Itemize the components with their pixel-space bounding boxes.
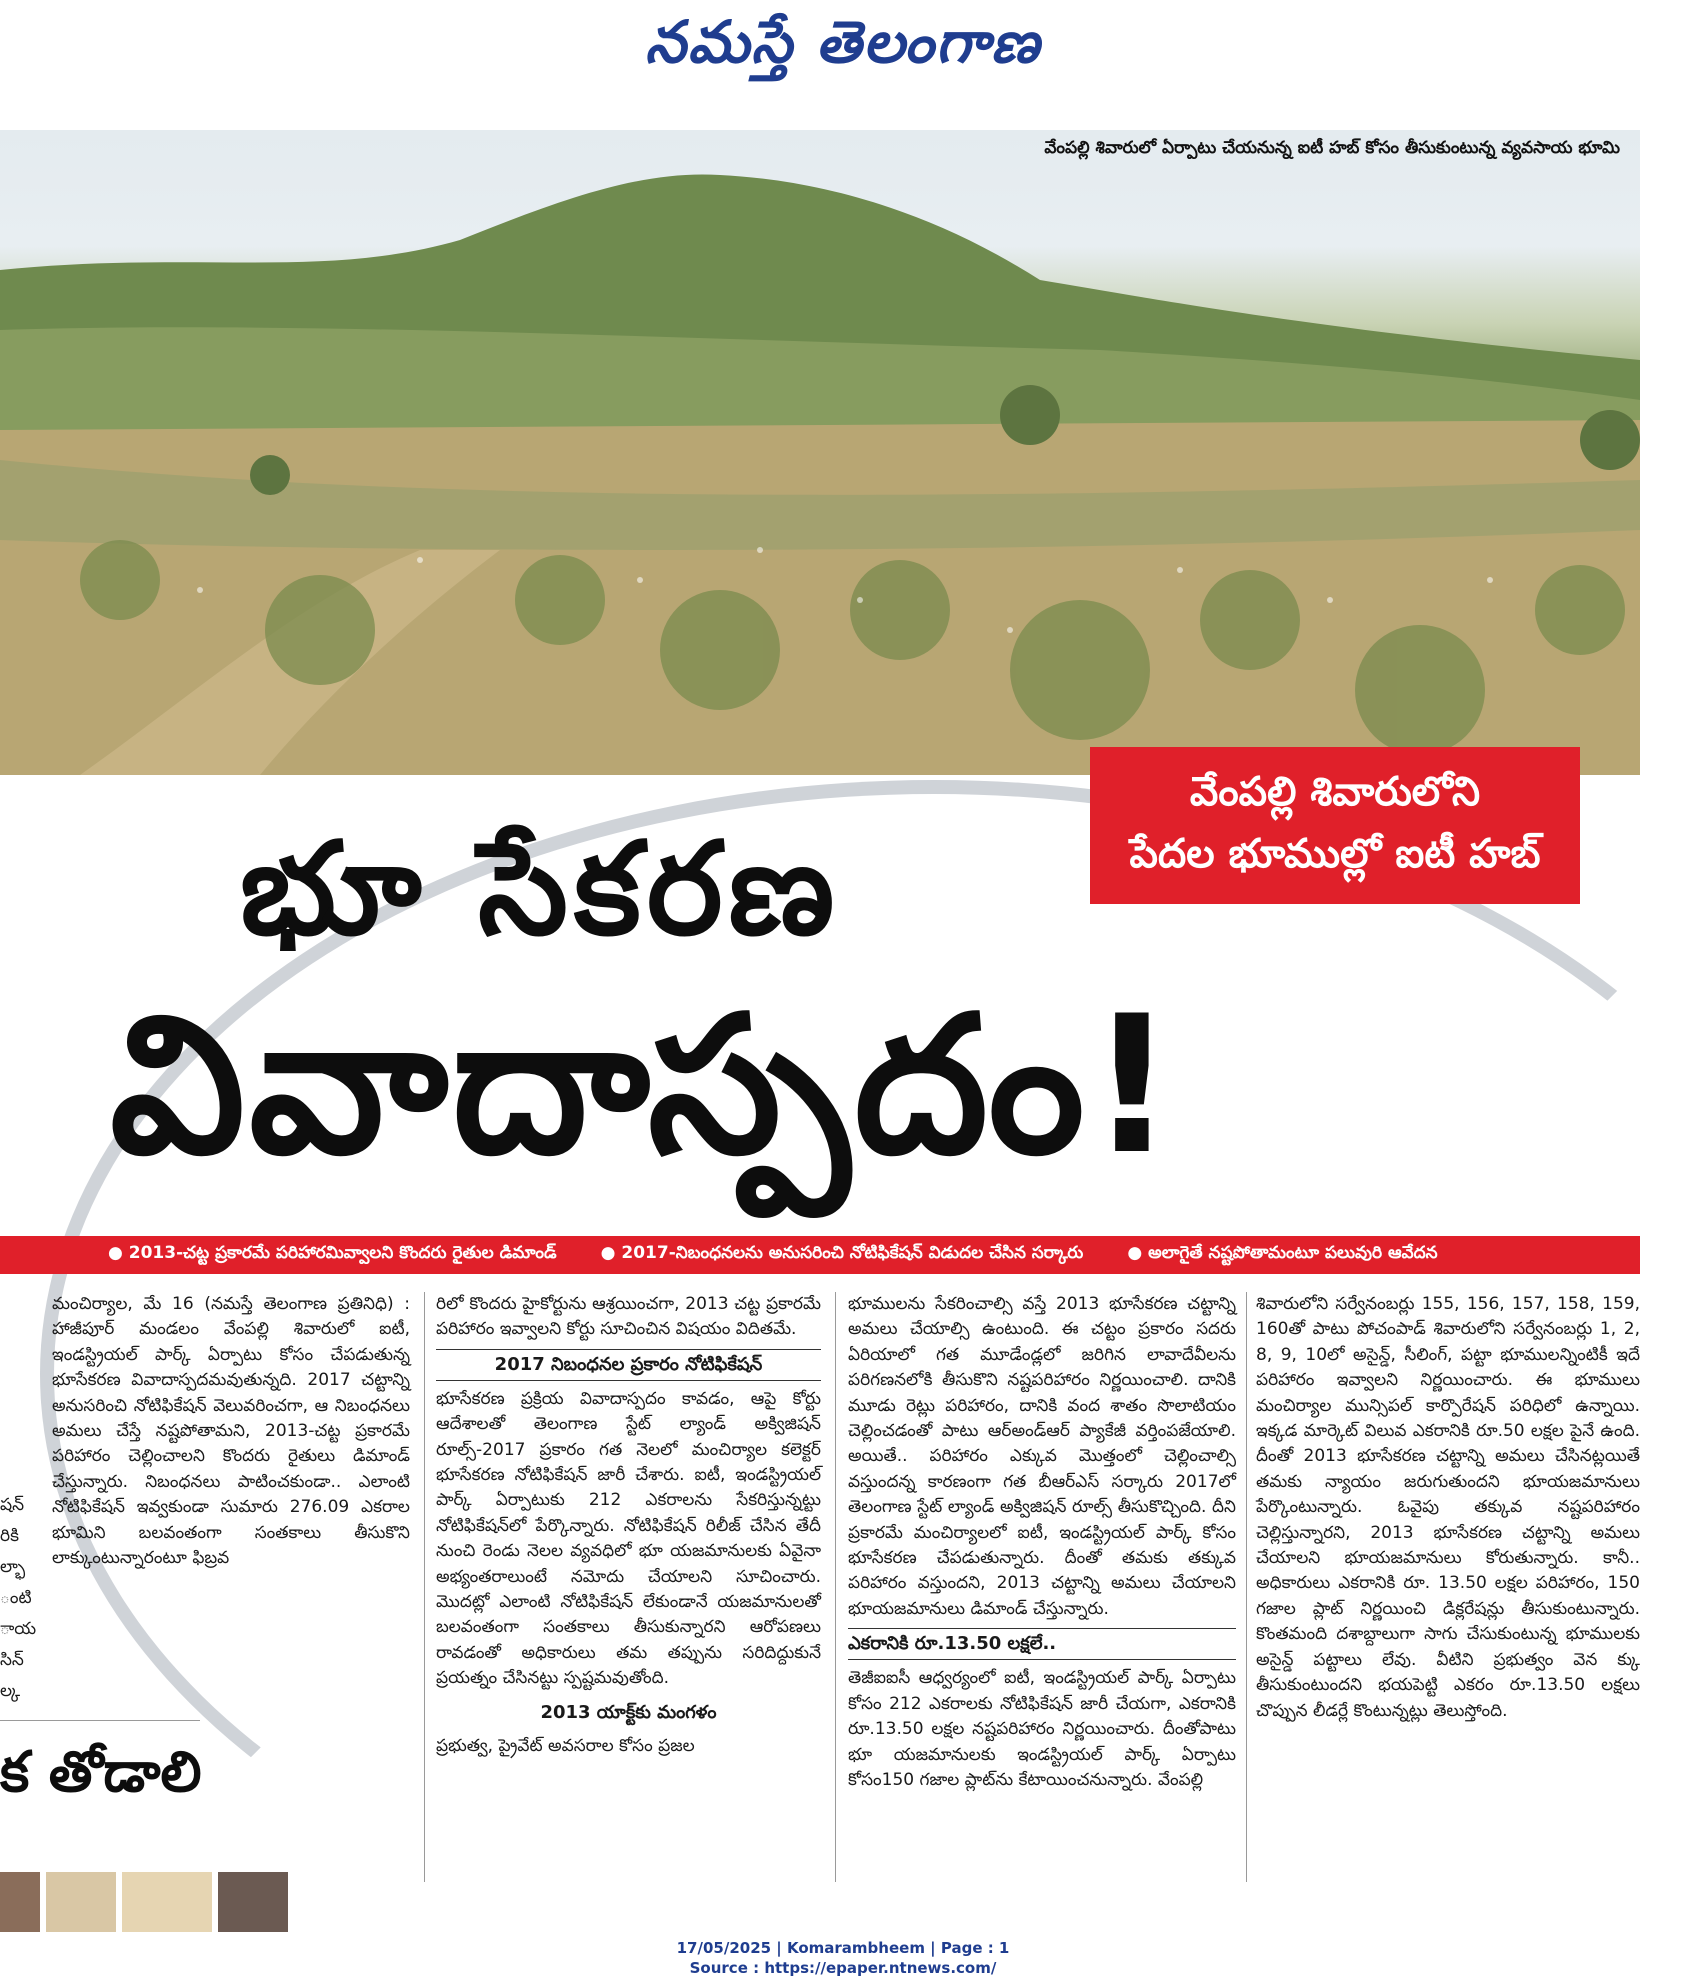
- column-divider: [1246, 1292, 1247, 1882]
- headline-line-2: వివాదాస్పదం!: [110, 975, 1180, 1196]
- bullet-item: ● అలాగైతే నష్టపోతామంటూ పలువురి ఆవేదన: [1127, 1243, 1437, 1267]
- fragment-line: షన్: [0, 1495, 25, 1515]
- adjacent-photo-strip: [0, 1872, 300, 1932]
- photo-caption: వేంపల్లి శివారులో ఏర్పాటు చేయనున్న ఐటీ హబ్ కోసం తీసుకుంటున్న వ్యవసాయ భూమి: [1044, 138, 1620, 158]
- section-divider: [0, 1720, 200, 1721]
- article-paragraph: భూసేకరణ ప్రక్రియ వివాదాస్పదం కావడం, ఆపై కోర్టు ఆదేశాలతో తెలంగాణ స్టేట్ ల్యాండ్ అక్విజిషన్ రూల్స్-2017 ప్రకారం గత నెలలో మంచిర్యాల కలెక్టర్ భూసేకరణ నోటిఫికేషన్ జారీ చేశారు. ఐటీ, ఇండస్ట్రియల్ పార్క్ ఏర్పాటుకు 212 ఎకరాలను సేకరిస్తున్నట్టు నోటిఫికేషన్‌లో పేర్కొన్నారు. నోటిఫికేషన్ రిలీజ్ చేసిన తేదీ నుంచి రెండు నెలల వ్యవధిలో భూ యజమానులకు ఏవైనా అభ్యంతరాలుంటే నమోదు చేయాలని సూచించారు. మొదట్లో ఎలాంటి నోటిఫికేషన్ లేకుండానే యజమానులతో బలవంతంగా సంతకాలు తీసుకున్నారని ఆరోపణలు రావడంతో అధికారులు తమ తప్పును సరిదిద్దుకునే ప్రయత్నం చేసినట్టు స్పష్టమవుతోంది.: [436, 1388, 821, 1689]
- headline-line-1: భూ సేకరణ: [240, 815, 841, 964]
- fragment-line: ల్క: [0, 1681, 21, 1701]
- article-column-1: [52, 1292, 410, 1571]
- article-column-2: [436, 1292, 821, 1759]
- article-paragraph: మంచిర్యాల, మే 16 (నమస్తే తెలంగాణ ప్రతినిధి) : హాజీపూర్ మండలం వేంపల్లి శివారులో ఐటీ, ఇండస్ట్రియల్ పార్క్ ఏర్పాటు కోసం చేపడుతున్న భూసేకరణ వివాదాస్పదమవుతున్నది. 2017 చట్టాన్ని అనుసరించి నోటిఫికేషన్ వెలువరించగా, ఆ నిబంధనలు అమలు చేస్తే నష్టపోతామని, 2013-చట్ట ప్రకారమే పరిహారం చెల్లించాలని కొందరు రైతులు డిమాండ్ చేస్తున్నారు. నిబంధనలు పాటించకుండా.. ఎలాంటి నోటిఫికేషన్ ఇవ్వకుండా సుమారు 276.09 ఎకరాల భూమిని బలవంతంగా సంతకాలు తీసుకొని లాక్కుంటున్నారంటూ ఫిబ్రవ: [52, 1294, 410, 1569]
- section-subheading: 2017 నిబంధనల ప్రకారం నోటిఫికేషన్: [436, 1349, 821, 1381]
- adjacent-article-fragment: [0, 1490, 40, 1707]
- photo-landscape: [0, 130, 1640, 775]
- article-photo: [0, 130, 1640, 775]
- column-divider: [835, 1292, 836, 1882]
- article-paragraph: రిలో కొందరు హైకోర్టును ఆశ్రయించగా, 2013 చట్ట ప్రకారమే పరిహారం ఇవ్వాలని కోర్టు సూచించిన విషయం విదితమే.: [436, 1294, 821, 1340]
- article-column-4: [1256, 1292, 1640, 1724]
- fragment-line: ల్భా: [0, 1557, 26, 1577]
- footer-date-page: 17/05/2025 | Komarambheem | Page : 1: [676, 1939, 1010, 1957]
- subheadline-box: [1090, 747, 1580, 904]
- fragment-line: ంటి: [0, 1588, 32, 1608]
- article-column-3: [848, 1292, 1236, 1793]
- article-paragraph: ప్రభుత్వ, ప్రైవేట్ అవసరాల కోసం ప్రజల: [436, 1735, 695, 1756]
- masthead-logo: నమస్తే తెలంగాణ: [645, 8, 1041, 76]
- thumbnail-image: [122, 1872, 212, 1932]
- column-divider: [424, 1292, 425, 1882]
- section-subheading: ఎకరానికి రూ.13.50 లక్షలే..: [848, 1628, 1236, 1660]
- thumbnail-image: [218, 1872, 288, 1932]
- subheadline-line-1: వేంపల్లి శివారులోని: [1189, 769, 1481, 815]
- subheadline-line-2: పేదల భూముల్లో ఐటీ హబ్: [1129, 831, 1541, 877]
- thumbnail-image: [46, 1872, 116, 1932]
- fragment-line: సిన్: [0, 1650, 24, 1670]
- footer-source-link[interactable]: Source : https://epaper.ntnews.com/: [689, 1959, 997, 1977]
- fragment-line: రికి: [0, 1526, 19, 1546]
- bullet-item: ● 2017-నిబంధనలను అనుసరించి నోటిఫికేషన్ విడుదల చేసిన సర్కారు: [601, 1243, 1084, 1267]
- adjacent-headline-fragment: క తోడాలి: [0, 1740, 202, 1805]
- section-subheading: 2013 యాక్ట్‌కు మంగళం: [540, 1701, 717, 1723]
- article-paragraph: శివారులోని సర్వేనంబర్లు 155, 156, 157, 158, 159, 160తో పాటు పోచంపాడ్ శివారులోని సర్వేనంబర్లు 1, 2, 8, 9, 10లో అసైన్డ్, సీలింగ్, పట్టా భూములన్నింటికీ ఇదే పరిహారం ఇవ్వాలని నిర్ణయించారు. ఈ భూములు మంచిర్యాల మున్సిపల్ కార్పొరేషన్ పరిధిలో ఉన్నాయి. ఇక్కడ మార్కెట్ విలువ ఎకరానికి రూ.50 లక్షల పైనే ఉంది. దీంతో 2013 భూసేకరణ చట్టాన్ని అమలు చేసినట్లయితే తమకు న్యాయం జరుగుతుందని భూయజమానులు పేర్కొంటున్నారు. ఓవైపు తక్కువ నష్టపరిహారం చెల్లిస్తున్నారని, 2013 భూసేకరణ చట్టాన్ని అమలు చేయాలని భూయజమానులు కోరుతున్నారు. కానీ.. అధికారులు ఎకరానికి రూ. 13.50 లక్షల పరిహారం, 150 గజాల ప్లాట్ నిర్ణయించి డిక్లరేషన్లు తీసుకుంటున్నారు. కొంతమంది దశాబ్దాలుగా సాగు చేసుకుంటున్న భూములకు అసైన్డ్ పట్టాలు లేవు. వీటిని ప్రభుత్వం వెన క్కు తీసుకుంటుందని భయపెట్టి ఎకరం రూ.13.50 లక్షలు చొప్పున లీడర్లే కొంటున్నట్లు తెలుస్తోంది.: [1256, 1294, 1640, 1721]
- article-paragraph: భూములను సేకరించాల్సి వస్తే 2013 భూసేకరణ చట్టాన్ని అమలు చేయాల్సి ఉంటుంది. ఈ చట్టం ప్రకారం సదరు ఏరియాలో గత మూడేండ్లలో జరిగిన లావాదేవీలను పరిగణనలోకి తీసుకొని నష్టపరిహారం నిర్ణయించాలి. దానికి మూడు రెట్లు పరిహారం, దానికి వంద శాతం సొలాటియం చెల్లించడంతో పాటు ఆర్అండ్ఆర్ ప్యాకేజీ వర్తింపజేయాలి. అయితే.. పరిహారం ఎక్కువ మొత్తంలో చెల్లించాల్సి వస్తుందన్న కారణంగా గత బీఆర్ఎస్ సర్కారు 2017లో తెలంగాణ స్టేట్ ల్యాండ్ అక్విజిషన్ రూల్స్ తీసుకొచ్చింది. దీని ప్రకారమే మంచిర్యాలలో ఐటీ, ఇండస్ట్రియల్ పార్క్ కోసం భూసేకరణ చేపడుతున్నారు. దీంతో తమకు తక్కువ పరిహారం వస్తుందని, 2013 చట్టాన్ని అమలు చేయాలని భూయజమానులు డిమాండ్ చేస్తున్నారు.: [848, 1294, 1236, 1619]
- thumbnail-image: [0, 1872, 40, 1932]
- page-footer: [0, 1938, 1686, 1978]
- bullet-item: ● 2013-చట్ట ప్రకారమే పరిహారమివ్వాలని కొందరు రైతుల డిమాండ్: [108, 1243, 557, 1267]
- article-paragraph: తెజీఐఐసీ ఆధ్వర్యంలో ఐటీ, ఇండస్ట్రియల్ పార్క్ ఏర్పాటు కోసం 212 ఎకరాలకు నోటిఫికేషన్ జారీ చేయగా, ఎకరానికి రూ.13.50 లక్షల నష్టపరిహారం నిర్ణయించారు. దీంతోపాటు భూ యజమానులకు ఇండస్ట్రియల్ పార్క్ ఏర్పాటు కోసం150 గజాల ప్లాట్‌ను కేటాయించనున్నారు. వేంపల్లి: [848, 1668, 1236, 1790]
- fragment-line: ాయ: [0, 1619, 37, 1639]
- bullet-bar: [0, 1236, 1640, 1274]
